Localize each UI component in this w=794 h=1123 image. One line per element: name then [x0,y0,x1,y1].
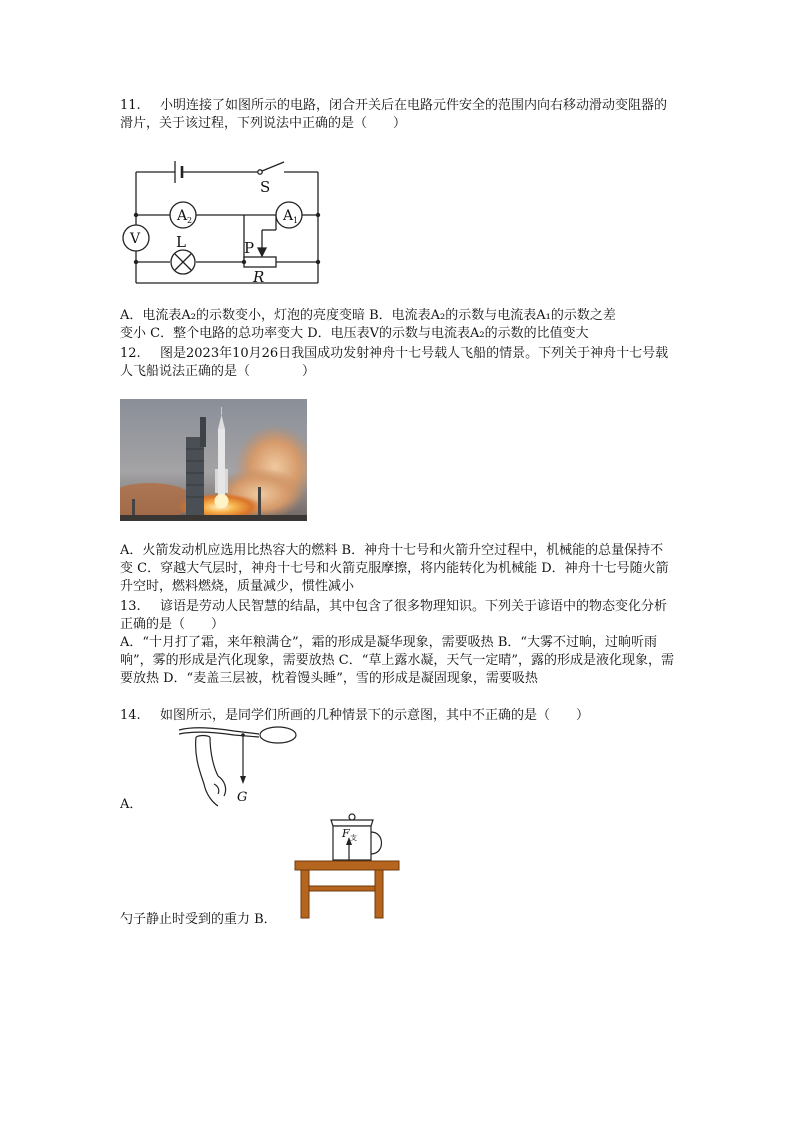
svg-text:A: A [283,208,294,224]
question-12-stem [120,345,676,381]
option-a-caption: 勺子静止时受到的重力 B． [120,912,277,927]
question-13-options: A．“十月打了霜，来年粮满仓”，霜的形成是凝华现象，需要吸热 B．“大雾不过晌，过晌听雨响”，雾的形成是汽化现象，需要放热 C．“草上露水凝，天气一定晴”，露的形成是液化现象，需要放热 D．“麦盖三层被，枕着馒头睡”，雪的形成是凝固现象，需要吸热 [120,635,675,686]
lamp-icon [171,250,195,274]
rheostat-label: R [253,268,265,286]
ammeter-a1 [276,202,302,228]
voltmeter [123,225,149,251]
question-text: 图是2023年10月26日我国成功发射神舟十七号载人飞船的情景。下列关于神舟十七号载人飞船说法正确的是（ ） [120,346,669,379]
svg-text:2: 2 [187,216,193,225]
cup-on-table-figure [293,812,403,922]
slider-label: P [244,239,255,257]
circuit-diagram [118,150,328,286]
question-11-stem [120,97,676,133]
question-number: 12. [120,346,141,361]
svg-text:A: A [177,208,188,224]
switch-blade [262,162,284,171]
question-text: 小明连接了如图所示的电路，闭合开关后在电路元件安全的范围内向右移动滑动变阻器的滑片，关于该过程，下列说法中正确的是（ ） [120,98,668,131]
question-number: 14. [120,708,141,723]
svg-text:1: 1 [293,216,299,225]
question-text: 谚语是劳动人民智慧的结晶，其中包含了很多物理知识。下列关于谚语中的物态变化分析正确的是（ ） [120,599,668,632]
rocket-launch-photo [120,399,307,521]
support-force-subscript: 支 [350,834,357,842]
question-number: 11. [120,98,141,113]
option-a-label: A． [120,797,143,812]
options-line-2: 变小 C．整个电路的总功率变大 D．电压表V的示数与电流表A₂的示数的比值变大 [120,326,589,341]
lamp-label: L [176,233,186,251]
question-11-options [120,307,676,343]
question-12-options: A．火箭发动机应选用比热容大的燃料 B．神舟十七号和火箭升空过程中，机械能的总量保持不变 C．穿越大气层时，神舟十七号和火箭克服摩擦，将内能转化为机械能 D．神舟十七号随火箭升空时，燃料燃烧，质量减少，惯性减小 [120,543,669,594]
question-13-stem [120,598,676,634]
question-number: 13. [120,599,141,614]
support-force-label: F [342,827,350,840]
options-line-1: A．电流表A₂的示数变小，灯泡的亮度变暗 B．电流表A₂的示数与电流表A₁的示数之差 [120,308,616,323]
ammeter-a2 [170,202,196,228]
switch-label: S [260,178,271,196]
gravity-label: G [237,790,248,805]
gravity-arrow-icon [240,776,246,784]
svg-text:V: V [130,231,141,247]
question-text: 如图所示，是同学们所画的几种情景下的示意图，其中不正确的是（ ） [160,708,590,723]
